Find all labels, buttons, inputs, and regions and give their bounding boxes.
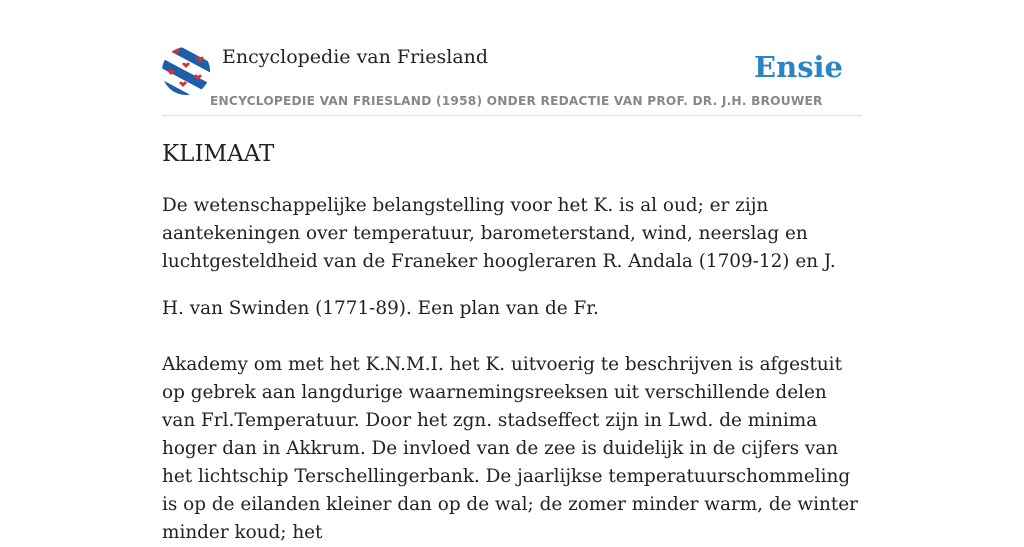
frisian-flag-icon[interactable] [162, 47, 210, 95]
encyclopedia-subtitle: ENCYCLOPEDIE VAN FRIESLAND (1958) ONDER REDACTIE VAN PROF. DR. J.H. BROUWER [210, 94, 823, 108]
site-title[interactable]: Encyclopedie van Friesland [222, 46, 489, 68]
header-divider [162, 115, 862, 116]
article-title: KLIMAAT [162, 141, 275, 167]
article-paragraph: De wetenschappelijke belangstelling voor het K. is al oud; er zijn aantekeningen over temperatuur, barometerstand, wind, neerslag en luchtgesteldheid van de Franeker hoogleraren R. Andala (1709-12) en J. [162, 195, 836, 272]
article-paragraph: H. van Swinden (1771-89). Een plan van de Fr. [162, 298, 599, 319]
article-body [162, 192, 862, 547]
article-paragraph: Akademy om met het K.N.M.I. het K. uitvoerig te beschrijven is afgestuit op gebrek aan langdurige waarnemingsreeksen uit verschillende delen van Frl.Temperatuur. Door het zgn. stadseffect zijn in Lwd. de minima hoger dan in Akkrum. De invloed van de zee is duidelijk in de cijfers van het lichtschip Terschellingerbank. De jaarlijkse temperatuurschommeling is op de eilanden kleiner dan op de wal; de zomer minder warm, de winter minder koud; het [162, 354, 858, 543]
ensie-logo[interactable]: Ensie [754, 50, 843, 84]
